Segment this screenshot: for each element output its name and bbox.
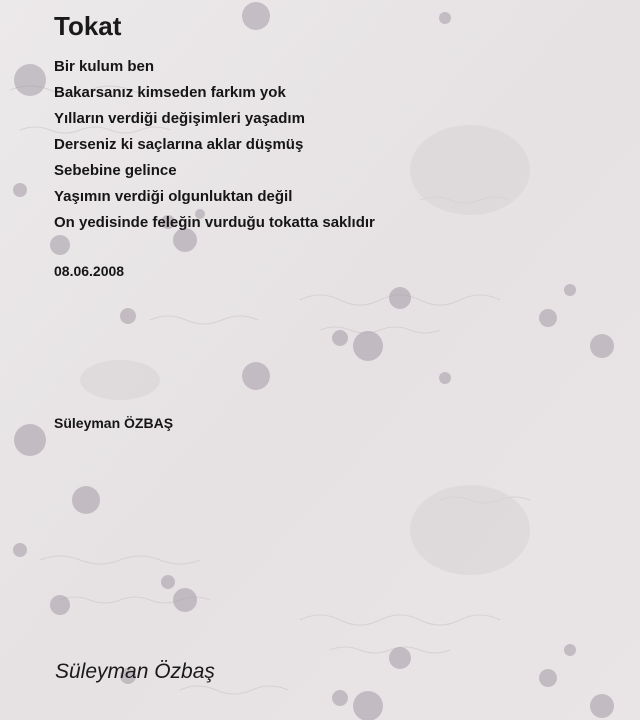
poem-line: Bakarsanız kimseden farkım yok (54, 84, 286, 101)
poem-line: Sebebine gelince (54, 162, 177, 179)
author-signature: Süleyman Özbaş (55, 660, 215, 683)
poem-date: 08.06.2008 (54, 263, 125, 279)
poem-title: Tokat (54, 11, 122, 41)
poem-line: On yedisinde feleğin vurduğu tokatta saklıdır (54, 214, 375, 231)
poem-line: Derseniz ki saçlarına aklar düşmüş (54, 136, 304, 153)
poem-line: Bir kulum ben (54, 58, 155, 75)
poem-line: Yılların verdiği değişimleri yaşadım (54, 110, 305, 127)
poem-line: Yaşımın verdiği olgunluktan değil (54, 188, 293, 205)
poem-author: Süleyman ÖZBAŞ (54, 415, 174, 431)
poem-body (54, 54, 614, 236)
